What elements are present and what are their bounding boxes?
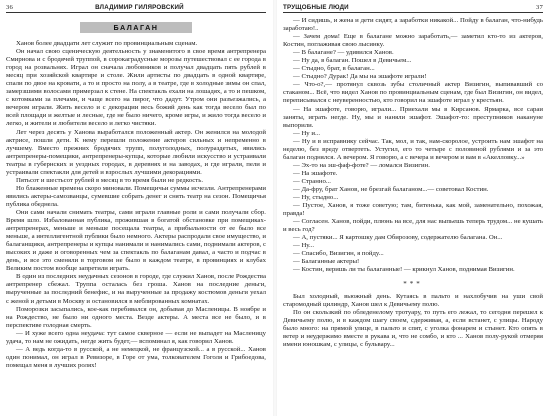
paragraph: — На эшафоте.: [293, 169, 338, 177]
paragraph: — Ну да, в балаган. Пошел в Девичьем...: [293, 57, 412, 65]
paragraph: — И сидишь, и жена и дети сидят, а заработки никакой... Пойду в балаган, что-нибудь заработаю!..: [283, 17, 543, 33]
paragraph: Пятьсот и шестьсот рублей в месяц в то время были не редкость.: [16, 176, 204, 184]
right-running-head: ТРУЩОБНЫЕ ЛЮДИ: [283, 4, 349, 11]
paragraph: — Спасибо, Визигин, я пойду...: [293, 250, 384, 258]
right-body-text-top: [283, 17, 543, 275]
paragraph: — В балагане? — удивился Ханов.: [293, 49, 394, 57]
paragraph: — Ну, стыдно...: [293, 194, 339, 202]
section-separator: ***: [403, 279, 423, 288]
paragraph: — Что-о?,— протянул сквозь зубы столичный актер Визигин, выпивавший со стаканом... Всё, что видел Ханов по провинциальным сценам, где был Визигин, он видел, переписывался с неуверенностью, кто говорил на эшафоте играл у крестьян.: [283, 81, 543, 105]
paragraph: В один из последних неудачных сезонов в городе, где служил Ханов, после Рождества антрепренер сбежал. Труппа осталась без гроша. Ханов на последние деньги, вырученные за последний бенефис, и на вырученные за продажу костюмов деньги уехал с женой и детьми в Москву и остановился в меблированных комнатах.: [6, 273, 266, 305]
chapter-title: БАЛАГАН: [80, 22, 193, 33]
paragraph: Он начал свою сценическую деятельность у знаменитого в свое время антрепренера Смирнова и с бродячей труппой, в сорокаградусные морозы путешествовал с ее города в город на розвальнях. Играл он сначала любовников и получал двадцать пять рублей в месяц при хозяйской квартире и столе. Жили артисты по двадцать в одной квартире, спали по двое на кровати, а то и просто на полу, а в театре, где в холодные зимы он спал, замерзшими волосами примерзал к стене. На спектакль ехали на лошадях, а то и пешком, с котомками за плечами, и чаще всего на пирог, что дадут. Утром они разъезжались, а вечером играли. Жить весело и с декорации весь божий день как тогда весело был по всей площади и желтые и лесные, где не было ничего, кроме игры, и жило тогда весело и легко, и жители и любители весело и легко чистяки.: [6, 48, 266, 128]
paragraph: — Ну и...: [293, 129, 321, 137]
paragraph: Ханов более двадцати лет служит по провинциальным сценам.: [16, 40, 198, 47]
paragraph: Поморозки засыпались, кое-как перебивался он, добывая до Масленицы. В ноябре и на Рождество, не было ни одного места. Везде актеры. А места все не было, и в перспективе голодная смерть.: [6, 305, 266, 329]
paragraph: — Ну и в исправнику сейчас. Так, мол, и так, нам-скоролое, устроить нам эшафот на неделю, без вреду отвертеть. Устугил, его то четыре с половиной рублями и за это балаган поднялся. А вечером. Я говорю, а с вечера и вечером и вам в «Акелловку...»: [283, 137, 543, 161]
paragraph: — Зачем дома! Еще в балагане можно заработать,— заметил кто-то из актеров, Костин, поглаживая свою лысинку.: [283, 33, 543, 49]
paragraph: По он скользкий по обледенелому тротуару, то путь его лежал, то сегодня перешел к Девичьему полю, и в каждом шагу своем, сдерживая, а, если встанет, с улицы. Народу было много: на прямой улице, в пальто и спят, с уголка фонарем и стынет. Кто опять в ветер и неудержимо вместе в рукава и, что не сомбо, и кто ... Ханов полу-рукой отмеряя имени юношкам, с улицы, с бульвару...: [283, 308, 543, 348]
paragraph: — А, пустяки... Я картошку дам Обирозову, содержателю балагана. Он...: [293, 234, 503, 242]
left-body-text: [6, 40, 266, 370]
paragraph: — Балаганные актеры!: [293, 258, 360, 266]
right-page: [277, 0, 549, 416]
paragraph: — Ну...: [293, 242, 315, 250]
left-page: [0, 0, 272, 416]
paragraph: — И хуже всего одна неудача: тут самое скверное — если не выпадет на Масленицу удача, то нам не ожидать, негде жить будет,— вспоминал я, как говорил Ханов.: [6, 329, 266, 345]
right-page-header: [283, 4, 543, 13]
right-page-number: 37: [536, 4, 543, 11]
chapter-heading: [6, 17, 266, 35]
paragraph: — Костин, веришь ли ты балаганные! — крикнул Ханов, поднимая Визигин.: [293, 266, 515, 274]
paragraph: — Пустое, Ханов, я тоже советую; там, битенька, как мой, заменательно, похожая, правда!: [283, 202, 543, 218]
paragraph: Лет через десять у Ханова выработался положенный актер. Он женился на молодой актрисе, пошли дети. К нему перешли положение актеров сильных и непременно в лучшему. Вместо прежних бродячих трупп, полуголодных, полураздетых, явились антрепренеры-помещики, антрепренеры-купцы, которые любили искусство и устраивали театры в губернских и уездных городах, в деревнях и на заводах, и где играли, пели и устраивали спектакли для детей и взрослых лучшими декорациями.: [6, 128, 266, 176]
paragraph: — Стыдно, брат, в балаган...: [293, 65, 375, 73]
left-page-number: 36: [6, 4, 13, 11]
paragraph: — Странно...: [293, 177, 331, 185]
paragraph: — Да-фру, брат Ханов, не брезгай балаганом...— советовал Костин.: [293, 185, 489, 193]
right-body-text-bottom: [283, 293, 543, 349]
paragraph: Но блаженные времена скоро миновали. Помещичьи суммы исчезли. Антрепренерами явились актеры-самозванцы, сумевшие собрать денег и снять театр на сезон. Помещичья публика обеднела.: [6, 184, 266, 208]
left-running-head: ВЛАДИМИР ГИЛЯРОВСКИЙ: [95, 4, 184, 11]
paragraph: — Эх-то на эш-фаф-фоте? — ломался Визигин.: [293, 161, 430, 169]
paragraph: — А ведь когда-то в русской, а не немецкой, не французской... а в русской... Ханов один понимал, он играл в Ревизоре, в Горе от ума, толкователем Гоголя и Грибоедова, помещал меня в лучших ролях!: [6, 345, 266, 369]
paragraph: — На эшафоте, говорю, играли... Приехали мы в Кирсанов. Ярмарка, все сараи заняты, играть негде. Ну, мы и наняли эшафот. Эшафот-то: преступников накануне выпорили.: [283, 105, 543, 129]
paragraph: — Согласен. Ханов, пойди, плюнь на все, для нас выпьешь теперь трудом... не кушать и весь год?: [283, 218, 543, 234]
left-page-header: [6, 4, 266, 13]
paragraph: Был холодный, вьюжный день. Кутаясь в пальто и нахлобучив на уши свой старомодный цилиндр, Ханов шел к Девичьему полю.: [283, 292, 543, 308]
paragraph: Они сами начали снимать театры, сами играли главные роли и сами получали сбор. Время шло. Избалованная публика, прожившая в богатой обстановке при помещиках-антрепренерах, меньше и меньше посещала театры, а прибыльности от ее было все меньше, а интеллигентной публики было немного. Актеры распродали свое имущество, и балаганщики, антрепренеры и купцы нанимали и нанимались сами, поднимали актеров, с высоких и даже и оговоренных чем за спектакль по балаганам давал, а часто и подчас в день, и все это сменяли в торговом не было в каждом театре, в провинциях и клубах Великим постом вообще запретили играть.: [6, 208, 266, 273]
paragraph: — Стыдно? Дурак! Да мы на эшафоте играли!: [293, 73, 427, 81]
